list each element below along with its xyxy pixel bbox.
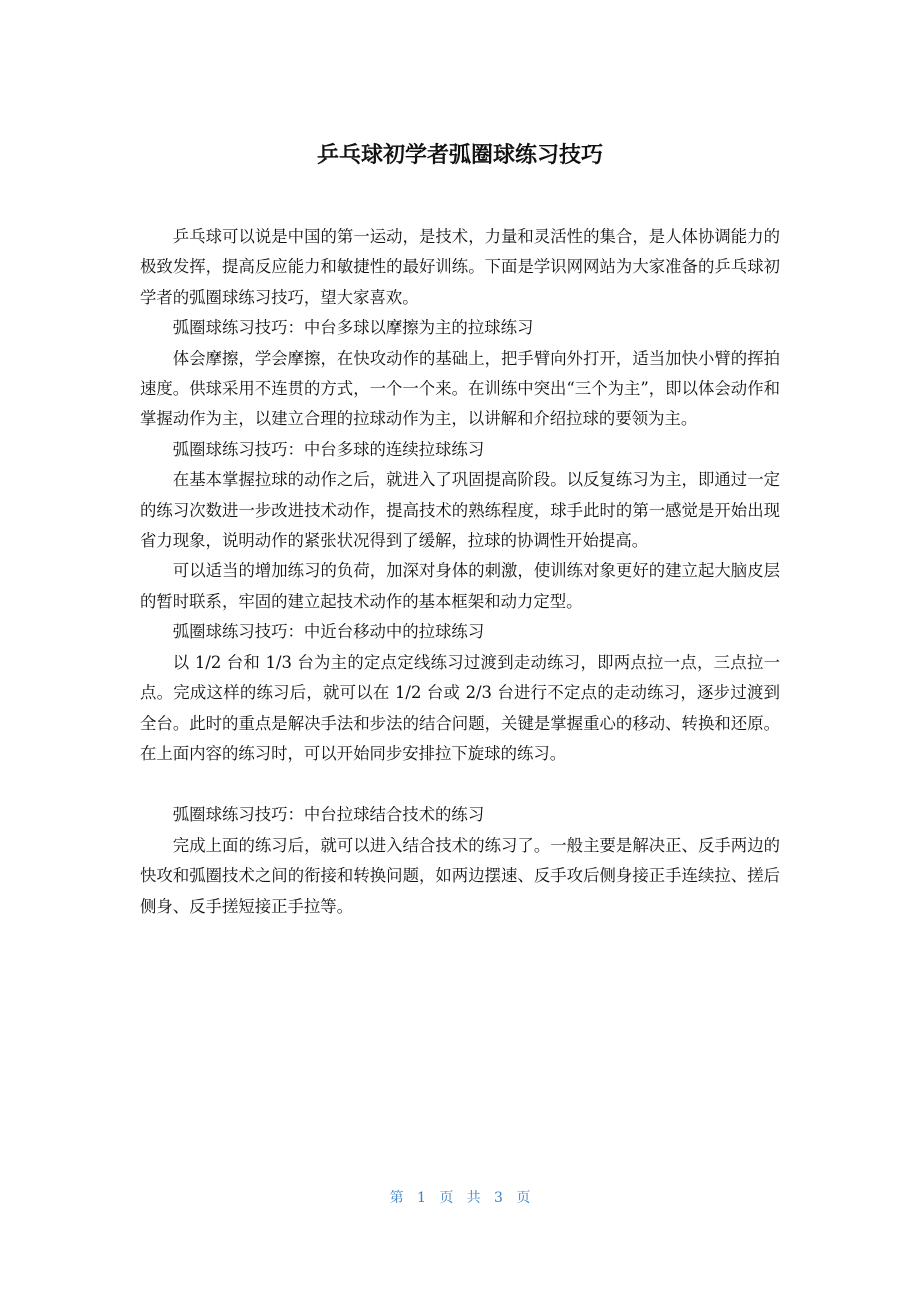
page-footer [0, 1186, 920, 1210]
paragraph-2a: 在基本掌握拉球的动作之后，就进入了巩固提高阶段。以反复练习为主，即通过一定的练习次数进一步改进技术动作，提高技术的熟练程度，球手此时的第一感觉是开始出现省力现象，说明动作的紧张状况得到了缓解，拉球的协调性开始提高。 [140, 470, 780, 551]
section-heading-3: 弧圈球练习技巧：中近台移动中的拉球练习 [172, 622, 485, 642]
total-pages-number: 3 [494, 1190, 503, 1206]
page-label-middle: 页 共 [439, 1190, 481, 1206]
document-body [140, 222, 780, 922]
section-heading-4: 弧圈球练习技巧：中台拉球结合技术的练习 [172, 805, 485, 825]
page-label-prefix: 第 [389, 1190, 404, 1206]
document-title: 乒乓球初学者弧圈球练习技巧 [316, 143, 603, 168]
paragraph-1: 体会摩擦，学会摩擦，在快攻动作的基础上，把手臂向外打开，适当加快小臂的挥拍速度。供球采用不连贯的方式，一个一个来。在训练中突出“三个为主”，即以体会动作和掌握动作为主，以建立合理的拉球动作为主，以讲解和介绍拉球的要领为主。 [140, 348, 780, 429]
page-label-suffix: 页 [516, 1190, 531, 1206]
paragraph-2b: 可以适当的增加练习的负荷，加深对身体的刺激，使训练对象更好的建立起大脑皮层的暂时联系，牢固的建立起技术动作的基本框架和动力定型。 [140, 561, 780, 611]
section-heading-2: 弧圈球练习技巧：中台多球的连续拉球练习 [172, 439, 485, 459]
paragraph-4: 完成上面的练习后，就可以进入结合技术的练习了。一般主要是解决正、反手两边的快攻和弧圈技术之间的衔接和转换问题，如两边摆速、反手攻后侧身接正手连续拉、搓后侧身、反手搓短接正手拉等。 [140, 835, 780, 916]
section-heading-1: 弧圈球练习技巧：中台多球以摩擦为主的拉球练习 [172, 318, 534, 338]
paragraph-3: 以 1/2 台和 1/3 台为主的定点定线练习过渡到走动练习，即两点拉一点，三点拉一点。完成这样的练习后，就可以在 1/2 台或 2/3 台进行不定点的走动练习，逐步过渡到全台。此时的重点是解决手法和步法的结合问题，关键是掌握重心的移动、转换和还原。在上面内容的练习时，可以开始同步安排拉下旋球的练习。 [140, 652, 780, 763]
paragraph-intro: 乒乓球可以说是中国的第一运动，是技术，力量和灵活性的集合，是人体协调能力的极致发挥，提高反应能力和敏捷性的最好训练。下面是学识网网站为大家准备的乒乓球初学者的弧圈球练习技巧，望大家喜欢。 [140, 227, 780, 307]
current-page-number: 1 [417, 1190, 426, 1206]
